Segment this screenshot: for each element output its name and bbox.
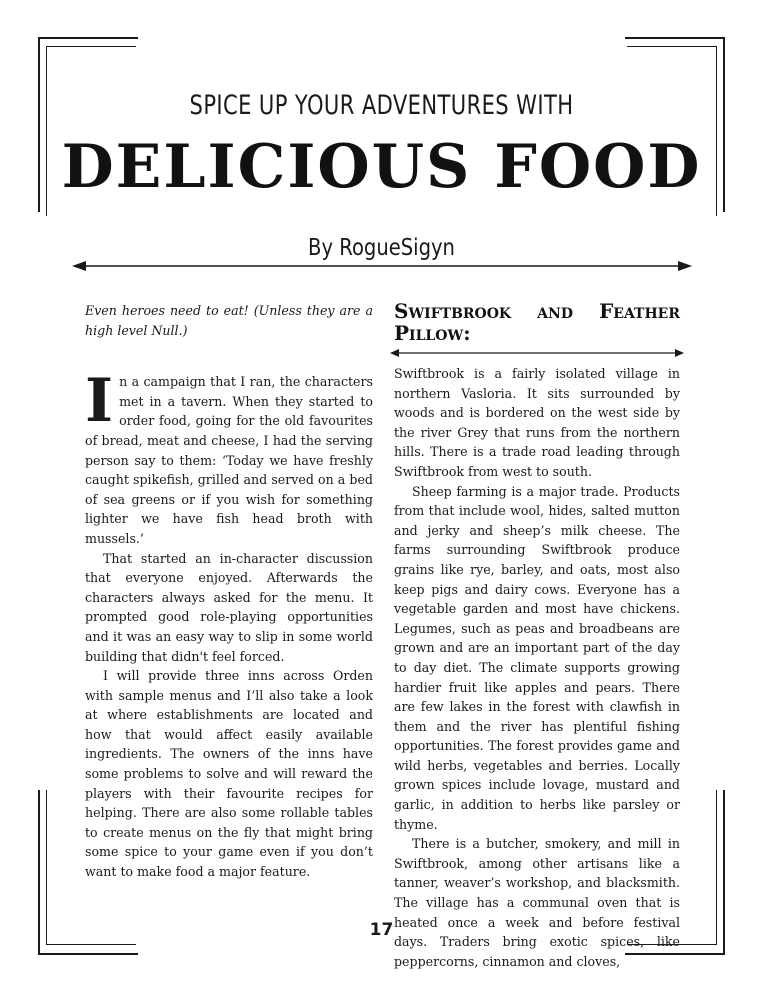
left-column xyxy=(85,301,373,882)
byline-divider xyxy=(72,257,692,275)
section-paragraph-2: Sheep farming is a major trade. Products from that include wool, hides, salted mutton and jerky and sheep’s milk cheese. The farms surrounding Swiftbrook produce grains like rye, barley, and oats, most also keep pigs and dairy cows. Everyone has a vegetable garden and most have chickens. Legumes, such as peas and broadbeans are grown and are an important part of the day to day diet. The climate supports growing hardier fruit like apples and pears. There are few lakes in the forest with clawfish in them and the river has plentiful fishing opportunities. The forest provides game and wild herbs, vegetables and berries. Locally grown spices include lovage, mustard and garlic, in addition to herbs like parsley or thyme. xyxy=(394,483,680,832)
frame-bottom-left-inner-h xyxy=(46,944,136,945)
section-title: Swiftbrook and Feather Pillow: xyxy=(394,299,680,345)
main-headline: DELICIOUS FOOD xyxy=(61,132,702,202)
frame-bottom-left-outer-h xyxy=(38,953,138,955)
page-number: 17 xyxy=(369,920,394,940)
section-paragraph-3: There is a butcher, smokery, and mill in Swiftbrook, among other artisans like a tanner, weaver’s workshop, and blacksmith. The village has a communal oven that is heated once a week and before festival days. Traders bring exotic spices, like peppercorns, cinnamon and cloves, xyxy=(394,836,680,969)
frame-top-right-inner-h xyxy=(627,46,717,47)
intro-text: Even heroes need to eat! (Unless they are a high level Null.) xyxy=(85,303,373,338)
frame-top-left-outer-h xyxy=(38,37,138,39)
paragraph-1-text: n a campaign that I ran, the characters met in a tavern. When they started to order food, going for the old favourites of bread, meat and cheese, I had the serving person say to them: ‘Today we have freshly caught spikefish, grilled and served on a bed of sea greens or if you wish for something lighter we have fish head broth with mussels.’ xyxy=(85,374,373,546)
frame-top-right-outer-h xyxy=(625,37,725,39)
paragraph-1 xyxy=(85,366,373,548)
right-column xyxy=(394,300,680,971)
frame-top-left-inner-h xyxy=(46,46,136,47)
section-divider xyxy=(390,347,684,359)
header xyxy=(0,88,763,202)
kicker-title: SPICE UP YOUR ADVENTURES WITH xyxy=(189,90,574,121)
section-paragraph-1: Swiftbrook is a fairly isolated village in northern Vasloria. It sits surrounded by woods and is bordered on the west side by the river Grey that runs from the northern hills. There is a trade road leading through Swiftbrook from west to south. xyxy=(394,366,680,479)
drop-cap: I xyxy=(85,366,114,437)
byline: By RogueSigyn xyxy=(308,235,455,261)
paragraph-3: I will provide three inns across Orden with sample menus and I’ll also take a look at where establishments are located and how that would affect easily available ingredients. The owners of the inns have some problems to solve and will reward the players with their favourite recipes for helping. There are also some rollable tables to create menus on the fly that might bring some spice to your game even if you don’t want to make food a major feature. xyxy=(85,668,373,880)
paragraph-2: That started an in-character discussion that everyone enjoyed. Afterwards the characters always asked for the menu. It prompted good role-playing opportunities and it was an easy way to slip in some world building that didn't feel forced. xyxy=(85,550,373,664)
